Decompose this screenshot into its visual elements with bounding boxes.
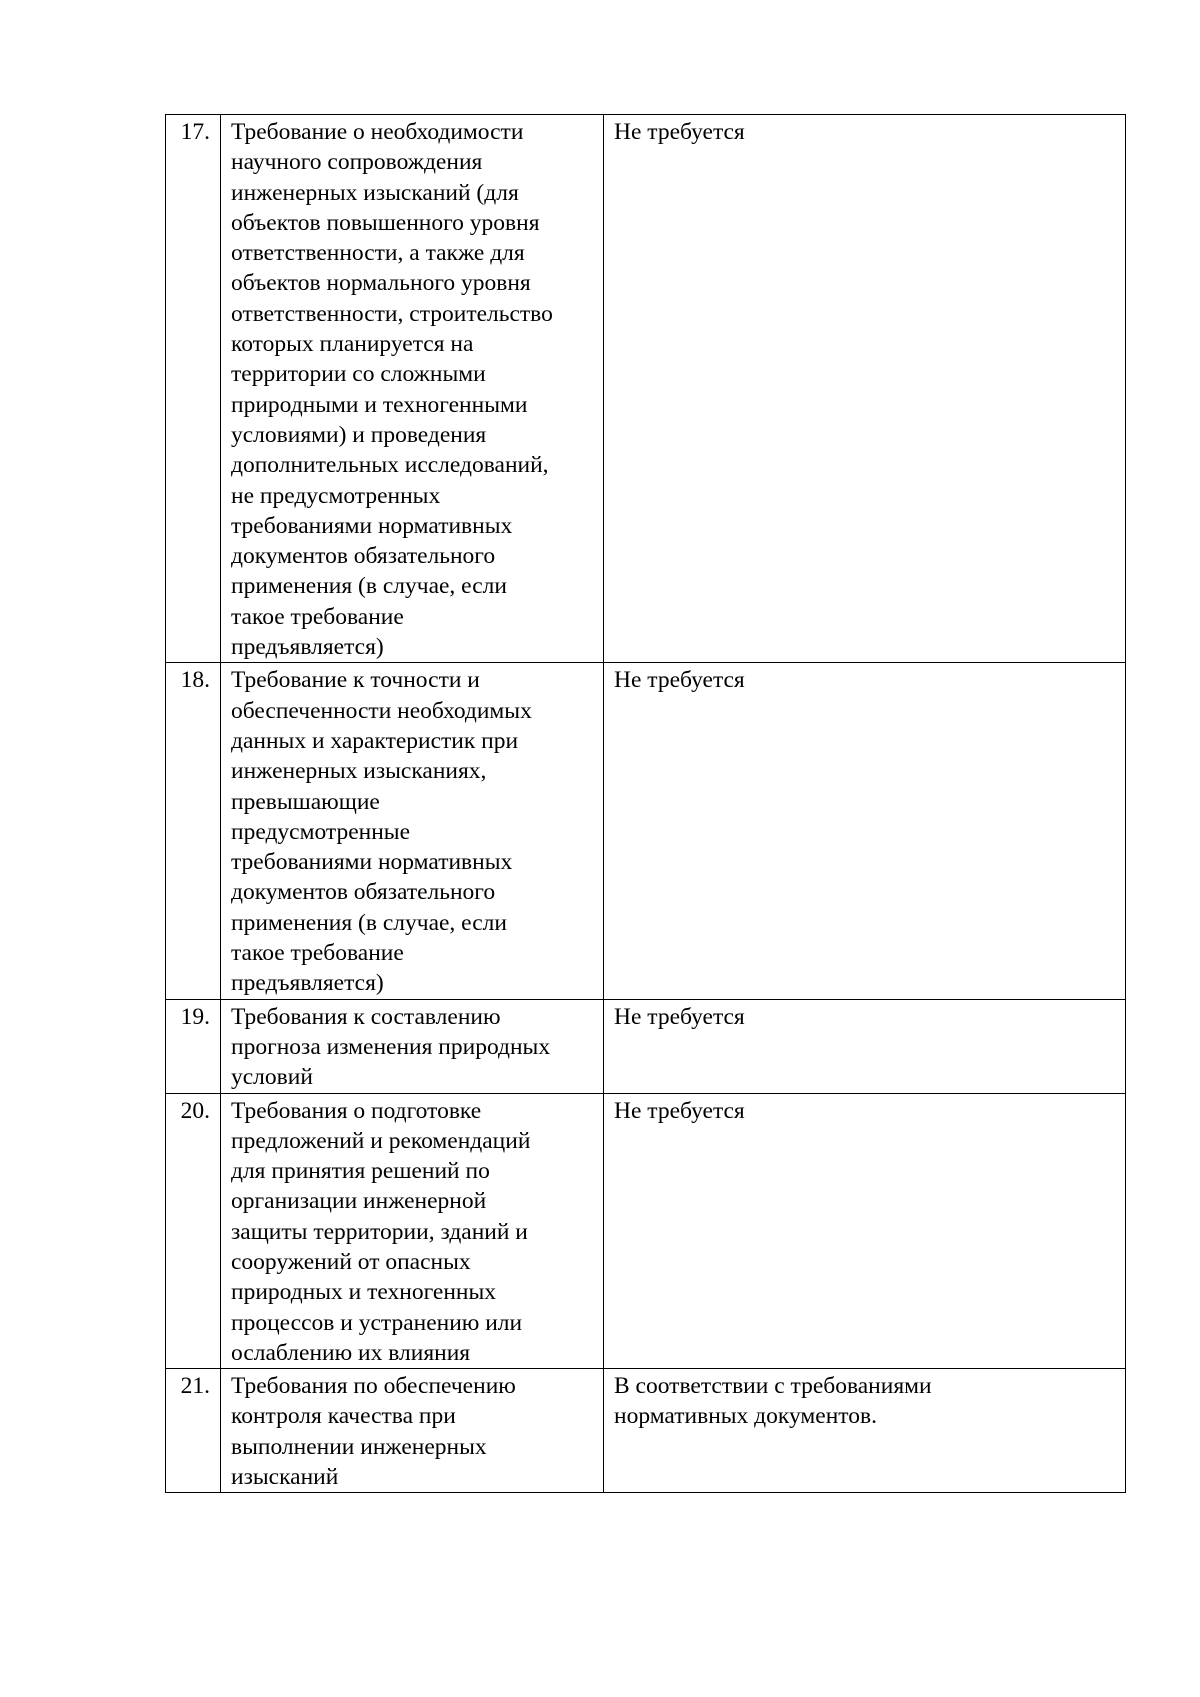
- requirement-text-line: изысканий: [231, 1464, 339, 1491]
- requirement-text-line: требованиями нормативных: [231, 849, 513, 876]
- requirement-text-line: превышающие: [231, 788, 380, 815]
- value-cell: [604, 663, 1126, 999]
- table-row: [166, 663, 1126, 999]
- requirement-text-line: инженерных изысканиях,: [231, 758, 487, 785]
- requirements-table: [165, 114, 1126, 1493]
- row-number-cell: 21.: [166, 1369, 221, 1493]
- requirement-text-line: территории со сложными: [231, 361, 486, 388]
- value-text-line: Не требуется: [614, 667, 745, 694]
- row-number-cell: 20.: [166, 1093, 221, 1369]
- value-cell: [604, 115, 1126, 663]
- requirement-text-line: документов обязательного: [231, 543, 496, 570]
- requirement-text-line: природных и техногенных: [231, 1279, 497, 1306]
- table-row: [166, 115, 1126, 663]
- requirement-text-line: прогноза изменения природных: [231, 1033, 551, 1060]
- value-text-line: Не требуется: [614, 1003, 745, 1030]
- requirement-text-line: организации инженерной: [231, 1188, 487, 1215]
- requirement-text-line: применения (в случае, если: [231, 573, 507, 600]
- requirement-text-line: предусмотренные: [231, 818, 411, 845]
- requirement-text-line: которых планируется на: [231, 331, 474, 358]
- table-row: [166, 1369, 1126, 1493]
- requirement-text-line: Требования о подготовке: [231, 1097, 482, 1124]
- requirement-text-line: контроля качества при: [231, 1403, 456, 1430]
- requirement-text-line: объектов нормального уровня: [231, 270, 531, 297]
- requirement-text-line: применения (в случае, если: [231, 909, 507, 936]
- table-row: [166, 1093, 1126, 1369]
- requirement-text-line: предложений и рекомендаций: [231, 1127, 531, 1154]
- requirement-text-line: не предусмотренных: [231, 482, 441, 509]
- value-text-line: В соответствии с требованиями: [614, 1373, 932, 1400]
- requirement-text-line: сооружений от опасных: [231, 1248, 471, 1275]
- requirement-text-line: ответственности, а также для: [231, 240, 525, 267]
- requirement-text-line: обеспеченности необходимых: [231, 697, 532, 724]
- requirement-cell: [221, 663, 604, 999]
- row-number-cell: 17.: [166, 115, 221, 663]
- value-cell: [604, 1093, 1126, 1369]
- requirement-text-line: процессов и устранению или: [231, 1309, 523, 1336]
- value-text-line: нормативных документов.: [614, 1403, 877, 1430]
- requirement-cell: [221, 1369, 604, 1493]
- requirement-text-line: Требования по обеспечению: [231, 1373, 516, 1400]
- value-text-line: Не требуется: [614, 119, 745, 145]
- requirement-text-line: такое требование: [231, 940, 404, 967]
- requirement-text-line: научного сопровождения: [231, 149, 483, 176]
- requirement-text-line: условиями) и проведения: [231, 421, 487, 448]
- requirement-text-line: данных и характеристик при: [231, 727, 519, 754]
- requirement-cell: [221, 115, 604, 663]
- requirement-text-line: предъявляется): [231, 970, 384, 997]
- value-cell: [604, 999, 1126, 1093]
- requirement-text-line: защиты территории, зданий и: [231, 1218, 528, 1245]
- requirement-text-line: Требования к составлению: [231, 1003, 501, 1030]
- requirement-text-line: документов обязательного: [231, 879, 496, 906]
- requirement-text-line: Требование о необходимости: [231, 119, 524, 145]
- requirement-cell: [221, 1093, 604, 1369]
- requirement-text-line: выполнении инженерных: [231, 1433, 487, 1460]
- requirement-text-line: дополнительных исследований,: [231, 452, 549, 479]
- value-text-line: Не требуется: [614, 1097, 745, 1124]
- requirements-table-body: [166, 115, 1126, 1493]
- requirement-text-line: ответственности, строительство: [231, 300, 553, 327]
- requirement-text-line: инженерных изысканий (для: [231, 179, 519, 206]
- requirement-text-line: природными и техногенными: [231, 391, 528, 418]
- requirement-text-line: условий: [231, 1064, 313, 1091]
- row-number-cell: 19.: [166, 999, 221, 1093]
- requirement-text-line: предъявляется): [231, 634, 384, 661]
- table-row: [166, 999, 1126, 1093]
- requirement-text-line: Требование к точности и: [231, 667, 480, 694]
- value-cell: [604, 1369, 1126, 1493]
- requirement-text-line: объектов повышенного уровня: [231, 209, 540, 236]
- row-number-cell: 18.: [166, 663, 221, 999]
- requirement-text-line: для принятия решений по: [231, 1158, 490, 1185]
- requirement-text-line: требованиями нормативных: [231, 512, 513, 539]
- requirement-cell: [221, 999, 604, 1093]
- requirement-text-line: ослаблению их влияния: [231, 1339, 471, 1366]
- requirement-text-line: такое требование: [231, 603, 404, 630]
